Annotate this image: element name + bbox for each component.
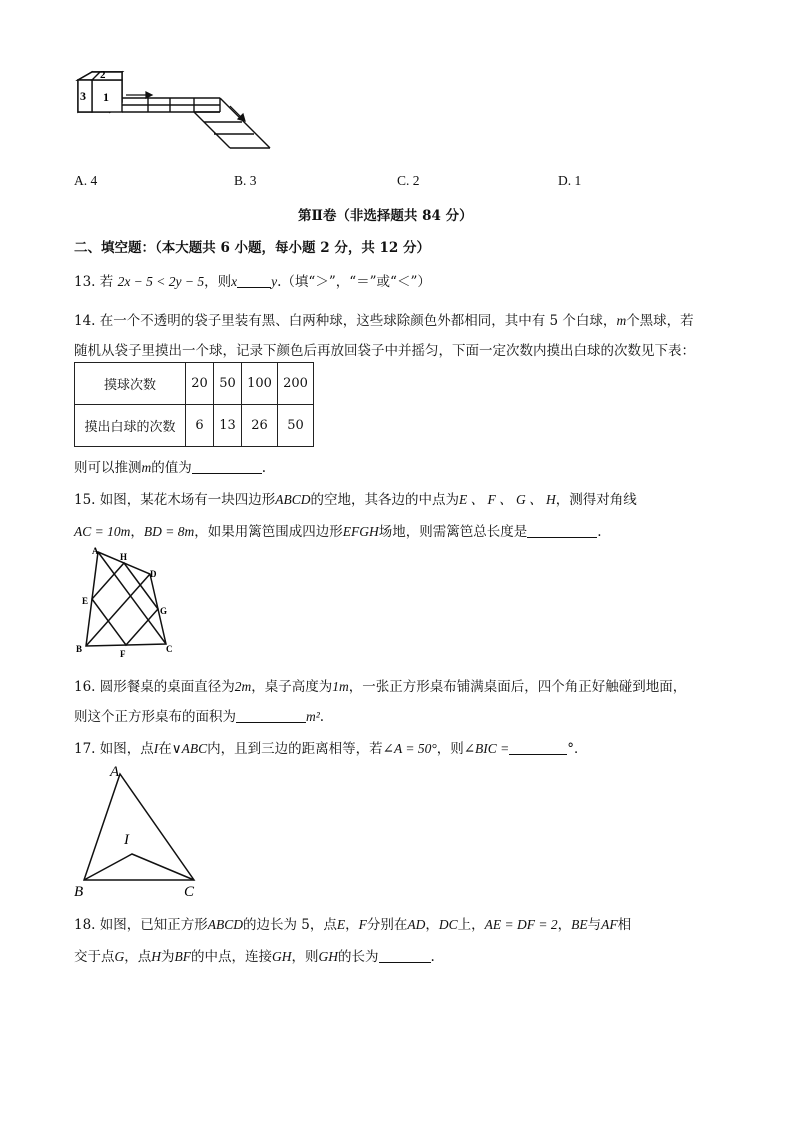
q17-label-i: I — [124, 832, 129, 848]
table-cell: 100 — [242, 363, 278, 405]
q17-line-a: 17. 如图，点 — [74, 741, 154, 757]
q18-gh2: GH — [318, 949, 338, 964]
table-cell: 26 — [242, 405, 278, 447]
q15-line2-b: ，如果用篱笆围成四边形 — [194, 524, 343, 540]
q15-label-d: D — [150, 569, 157, 579]
q13-y: y — [271, 274, 278, 289]
q13-tail: .（填“＞”，“＝”或“＜”） — [277, 274, 431, 290]
q16-end: . — [319, 709, 325, 725]
q16-line2-a: 则这个正方形桌布的面积为 — [74, 709, 236, 725]
q15-label-e: E — [82, 596, 89, 606]
q17-label-b: B — [74, 884, 84, 900]
q15-efgh: EFGH — [342, 524, 379, 539]
q17-label-c: C — [184, 884, 195, 900]
table-cell: 200 — [278, 363, 314, 405]
q18-line1-f: 相 — [617, 917, 632, 933]
table-row — [75, 405, 314, 447]
q17-end: °． — [567, 741, 588, 757]
q18-line1-b: 的边长为 5，点 — [243, 917, 337, 933]
q18-answer-blank[interactable] — [379, 948, 431, 963]
q17-triangle-figure — [70, 762, 210, 902]
q13-expr: 2x − 5 < 2y − 5 — [117, 274, 205, 289]
q18-h: H — [151, 949, 161, 964]
q14-answer-blank[interactable] — [192, 459, 262, 474]
q18-e: E — [336, 917, 346, 932]
q15-ac: AC = 10m — [74, 524, 131, 539]
table-cell: 20 — [186, 363, 214, 405]
q15-line2-c: 场地，则需篱笆总长度是 — [378, 524, 528, 540]
table-cell: 摸球次数 — [75, 363, 186, 405]
q18-line1-c: 分别在 — [366, 917, 408, 933]
q16-h: 1m — [332, 679, 349, 694]
q18-line2-d: 的中点，连接 — [191, 949, 272, 965]
q14-line1-end: 个黑球，若 — [626, 313, 694, 329]
q14-conclusion-end: . — [261, 460, 267, 476]
q18-line1-a: 18. 如图，已知正方形 — [74, 917, 208, 933]
q15-quadrilateral-figure — [74, 544, 184, 662]
q18-end: . — [430, 949, 435, 965]
q18-sep3: ， — [557, 917, 572, 933]
question-16-line1 — [74, 675, 686, 695]
q17-angle-a: ∠A = 50° — [382, 741, 437, 756]
q17-answer-blank[interactable] — [509, 740, 567, 755]
q17-line-b: 在 — [158, 741, 172, 757]
question-18-line2 — [74, 945, 435, 965]
q18-ad: AD — [407, 917, 426, 932]
q15-end: . — [597, 524, 602, 540]
q18-line2-b: ，点 — [124, 949, 152, 965]
q18-gh: GH — [272, 949, 292, 964]
q18-line1-d: 上， — [457, 917, 485, 933]
q15-answer-blank[interactable] — [527, 523, 597, 538]
q18-bf: BF — [174, 949, 191, 964]
q15-label-f: F — [120, 649, 126, 659]
q14-conclusion-b: 的值为 — [151, 460, 192, 476]
q15-label-h: H — [120, 552, 128, 562]
part-heading: 二、填空题：（本大题共 6 小题，每小题 2 分，共 12 分） — [74, 240, 431, 256]
q16-line1-a: 16. 圆形餐桌的桌面直径为 — [74, 679, 235, 695]
question-14-line1 — [74, 309, 694, 329]
table-cell: 摸出白球的次数 — [75, 405, 186, 447]
q17-line-d: ，则 — [436, 741, 464, 757]
choice-c: C. 2 — [397, 173, 420, 188]
question-14-line2: 随机从袋子里摸出一个球，记录下颜色后再放回袋子中并摇匀，下面一定次数内摸出白球的次数见下表： — [74, 343, 695, 359]
question-13 — [74, 270, 431, 290]
q17-i: I — [153, 741, 159, 756]
q15-line1: 15. 如图，某花木场有一块四边形 — [74, 492, 276, 508]
q13-num: 13. 若 — [74, 274, 114, 290]
q16-d: 2m — [234, 679, 252, 694]
question-17 — [74, 737, 588, 757]
q18-line2-c: 为 — [161, 949, 175, 965]
table-cell: 50 — [214, 363, 242, 405]
q18-abcd: ABCD — [207, 917, 244, 932]
q18-line1-e: 与 — [587, 917, 602, 933]
q13-answer-blank[interactable] — [237, 273, 271, 288]
choice-b: B. 3 — [234, 173, 257, 188]
cube-face-front: 1 — [103, 90, 109, 104]
q14-line1-text: 14. 在一个不透明的袋子里装有黑、白两种球，这些球除颜色外都相同，其中有 5 个白球， — [74, 313, 617, 329]
table-cell: 13 — [214, 405, 242, 447]
q13-mid: ，则 — [204, 274, 232, 290]
q15-pts: E 、 F 、 G 、 H — [459, 492, 556, 507]
choice-a: A. 4 — [74, 173, 98, 188]
q18-sep: ， — [345, 917, 359, 933]
q17-label-a: A — [110, 764, 120, 780]
q16-answer-blank[interactable] — [236, 708, 306, 723]
section-title: 第Ⅱ卷（非选择题共 84 分） — [298, 208, 473, 224]
q14-table — [74, 362, 314, 447]
cube-strip-figure — [70, 62, 280, 162]
q16-unit: m² — [306, 709, 320, 724]
q18-cond: AE = DF = 2 — [484, 917, 558, 932]
q13-x: x — [231, 274, 238, 289]
q18-dc: DC — [438, 917, 458, 932]
q18-af: AF — [601, 917, 618, 932]
q15-line1-c: ，测得对角线 — [555, 492, 637, 508]
choice-d: D. 1 — [558, 173, 582, 188]
q14-conclusion-m: m — [141, 460, 152, 475]
q14-conclusion-a: 则可以推测 — [74, 460, 142, 476]
q15-bd: BD = 8m — [143, 524, 195, 539]
q18-f: F — [358, 917, 367, 932]
table-cell: 6 — [186, 405, 214, 447]
table-row — [75, 363, 314, 405]
q16-line1-c: ，一张正方形桌布铺满桌面后，四个角正好触碰到地面， — [348, 679, 687, 695]
table-cell: 50 — [278, 405, 314, 447]
q17-line-c: 内，且到三边的距离相等，若 — [207, 741, 383, 757]
q15-comma: ， — [130, 524, 144, 540]
question-15-line1 — [74, 488, 637, 508]
q18-g: G — [114, 949, 125, 964]
cube-face-left: 3 — [80, 89, 86, 103]
question-16-line2 — [74, 705, 324, 725]
q14-m: m — [616, 313, 627, 328]
q15-line1-b: 的空地，其各边的中点为 — [310, 492, 460, 508]
q15-label-b: B — [76, 644, 83, 654]
q18-sep2: ， — [425, 917, 439, 933]
q18-line2-e: ，则 — [291, 949, 319, 965]
q18-line2-f: 的长为 — [338, 949, 379, 965]
cube-face-top: 2 — [100, 69, 106, 81]
q15-label-g: G — [160, 606, 168, 616]
q15-label-a: A — [92, 546, 99, 556]
question-18-line1 — [74, 913, 631, 933]
q18-be: BE — [571, 917, 588, 932]
q18-line2-a: 交于点 — [74, 949, 115, 965]
q17-tri: ∨ABC — [171, 741, 208, 756]
q17-angle-bic: ∠BIC = — [463, 741, 510, 756]
question-15-line2 — [74, 520, 602, 540]
q16-line1-b: ，桌子高度为 — [251, 679, 333, 695]
q15-label-c: C — [166, 644, 173, 654]
q14-conclusion — [74, 456, 266, 476]
q15-abcd: ABCD — [275, 492, 311, 507]
